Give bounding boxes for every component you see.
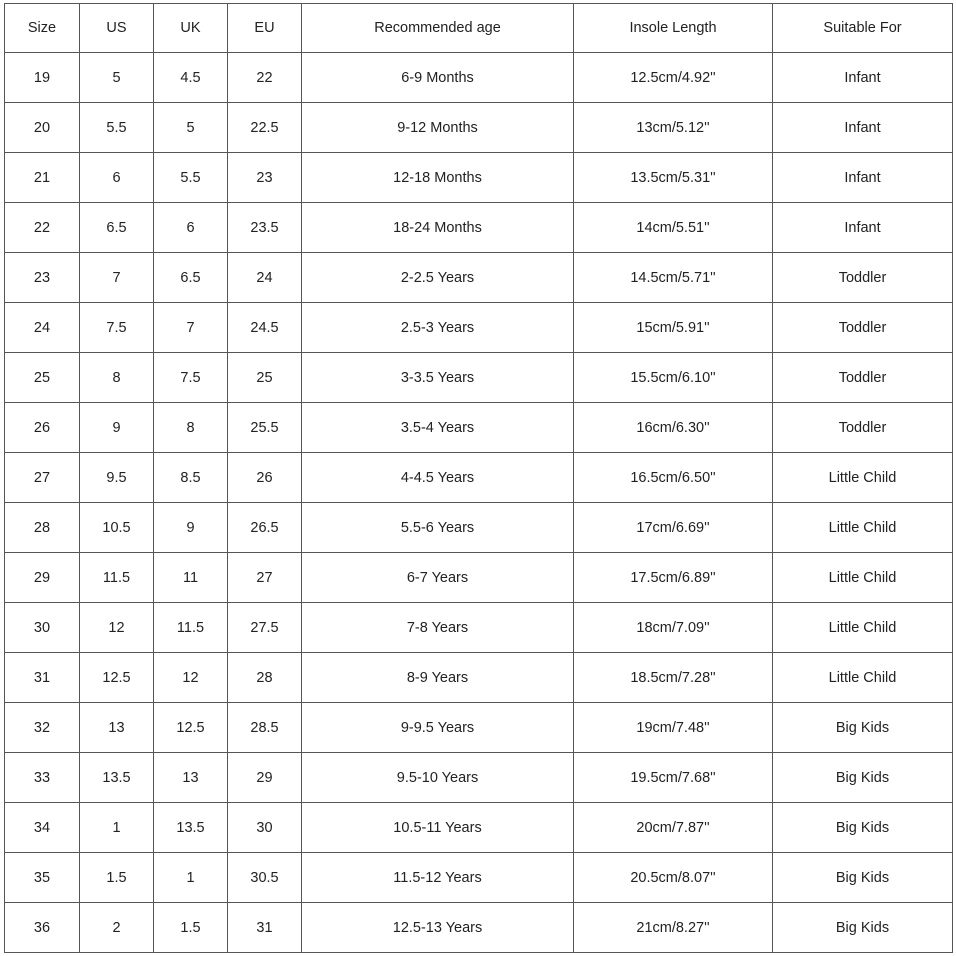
cell-size: 21 [5, 153, 80, 203]
cell-size: 24 [5, 303, 80, 353]
cell-recommended-age: 12-18 Months [302, 153, 574, 203]
cell-us: 9 [80, 403, 154, 453]
cell-size: 31 [5, 653, 80, 703]
header-row [5, 4, 953, 53]
cell-eu: 26.5 [228, 503, 302, 553]
table-row [5, 103, 953, 153]
cell-eu: 22.5 [228, 103, 302, 153]
cell-eu: 28 [228, 653, 302, 703]
cell-recommended-age: 10.5-11 Years [302, 803, 574, 853]
cell-us: 12.5 [80, 653, 154, 703]
table-row [5, 153, 953, 203]
cell-suitable-for: Big Kids [773, 703, 953, 753]
cell-us: 7.5 [80, 303, 154, 353]
cell-size: 33 [5, 753, 80, 803]
cell-suitable-for: Infant [773, 103, 953, 153]
cell-recommended-age: 6-7 Years [302, 553, 574, 603]
cell-eu: 31 [228, 903, 302, 953]
cell-uk: 8 [154, 403, 228, 453]
cell-suitable-for: Toddler [773, 353, 953, 403]
cell-eu: 24.5 [228, 303, 302, 353]
cell-suitable-for: Infant [773, 203, 953, 253]
cell-size: 35 [5, 853, 80, 903]
cell-eu: 22 [228, 53, 302, 103]
cell-eu: 27.5 [228, 603, 302, 653]
cell-eu: 27 [228, 553, 302, 603]
cell-suitable-for: Big Kids [773, 753, 953, 803]
cell-us: 13 [80, 703, 154, 753]
cell-suitable-for: Toddler [773, 403, 953, 453]
table-row [5, 803, 953, 853]
cell-recommended-age: 6-9 Months [302, 53, 574, 103]
cell-recommended-age: 9-9.5 Years [302, 703, 574, 753]
cell-us: 10.5 [80, 503, 154, 553]
cell-suitable-for: Infant [773, 153, 953, 203]
cell-recommended-age: 9.5-10 Years [302, 753, 574, 803]
cell-recommended-age: 7-8 Years [302, 603, 574, 653]
cell-insole-length: 15cm/5.91'' [574, 303, 773, 353]
cell-us: 2 [80, 903, 154, 953]
table-row [5, 703, 953, 753]
header-recommended-age: Recommended age [302, 4, 574, 53]
cell-eu: 28.5 [228, 703, 302, 753]
table-row [5, 403, 953, 453]
cell-insole-length: 18.5cm/7.28'' [574, 653, 773, 703]
cell-suitable-for: Infant [773, 53, 953, 103]
cell-us: 8 [80, 353, 154, 403]
cell-suitable-for: Big Kids [773, 853, 953, 903]
cell-us: 9.5 [80, 453, 154, 503]
cell-eu: 23.5 [228, 203, 302, 253]
cell-uk: 4.5 [154, 53, 228, 103]
cell-uk: 12.5 [154, 703, 228, 753]
cell-eu: 23 [228, 153, 302, 203]
header-size: Size [5, 4, 80, 53]
cell-insole-length: 12.5cm/4.92'' [574, 53, 773, 103]
cell-recommended-age: 5.5-6 Years [302, 503, 574, 553]
cell-recommended-age: 4-4.5 Years [302, 453, 574, 503]
header-uk: UK [154, 4, 228, 53]
cell-uk: 8.5 [154, 453, 228, 503]
cell-recommended-age: 2.5-3 Years [302, 303, 574, 353]
cell-eu: 26 [228, 453, 302, 503]
cell-size: 27 [5, 453, 80, 503]
header-suitable-for: Suitable For [773, 4, 953, 53]
cell-uk: 13 [154, 753, 228, 803]
cell-insole-length: 16.5cm/6.50'' [574, 453, 773, 503]
cell-recommended-age: 3.5-4 Years [302, 403, 574, 453]
cell-size: 23 [5, 253, 80, 303]
cell-uk: 5.5 [154, 153, 228, 203]
table-body [5, 53, 953, 953]
size-chart-table [4, 3, 953, 953]
cell-insole-length: 14cm/5.51'' [574, 203, 773, 253]
cell-eu: 25.5 [228, 403, 302, 453]
cell-insole-length: 18cm/7.09'' [574, 603, 773, 653]
cell-recommended-age: 8-9 Years [302, 653, 574, 703]
cell-suitable-for: Toddler [773, 303, 953, 353]
cell-uk: 13.5 [154, 803, 228, 853]
table-row [5, 53, 953, 103]
table-row [5, 503, 953, 553]
cell-size: 30 [5, 603, 80, 653]
cell-us: 1 [80, 803, 154, 853]
cell-size: 32 [5, 703, 80, 753]
cell-us: 11.5 [80, 553, 154, 603]
table-row [5, 453, 953, 503]
table-row [5, 203, 953, 253]
table-row [5, 753, 953, 803]
cell-eu: 24 [228, 253, 302, 303]
table-row [5, 853, 953, 903]
cell-eu: 30 [228, 803, 302, 853]
table-row [5, 653, 953, 703]
cell-uk: 7 [154, 303, 228, 353]
header-eu: EU [228, 4, 302, 53]
cell-insole-length: 20.5cm/8.07'' [574, 853, 773, 903]
cell-suitable-for: Little Child [773, 553, 953, 603]
cell-recommended-age: 9-12 Months [302, 103, 574, 153]
cell-insole-length: 13cm/5.12'' [574, 103, 773, 153]
cell-suitable-for: Little Child [773, 503, 953, 553]
cell-us: 6.5 [80, 203, 154, 253]
cell-us: 5 [80, 53, 154, 103]
cell-size: 29 [5, 553, 80, 603]
cell-uk: 6 [154, 203, 228, 253]
table-row [5, 353, 953, 403]
cell-uk: 11 [154, 553, 228, 603]
cell-insole-length: 16cm/6.30'' [574, 403, 773, 453]
cell-us: 1.5 [80, 853, 154, 903]
cell-size: 26 [5, 403, 80, 453]
cell-size: 36 [5, 903, 80, 953]
cell-suitable-for: Big Kids [773, 903, 953, 953]
cell-insole-length: 15.5cm/6.10'' [574, 353, 773, 403]
table-row [5, 253, 953, 303]
header-us: US [80, 4, 154, 53]
cell-insole-length: 14.5cm/5.71'' [574, 253, 773, 303]
header-insole-length: Insole Length [574, 4, 773, 53]
cell-uk: 5 [154, 103, 228, 153]
cell-suitable-for: Little Child [773, 653, 953, 703]
cell-recommended-age: 18-24 Months [302, 203, 574, 253]
table-row [5, 553, 953, 603]
cell-recommended-age: 3-3.5 Years [302, 353, 574, 403]
cell-uk: 7.5 [154, 353, 228, 403]
cell-suitable-for: Toddler [773, 253, 953, 303]
cell-suitable-for: Little Child [773, 453, 953, 503]
cell-size: 19 [5, 53, 80, 103]
cell-insole-length: 13.5cm/5.31'' [574, 153, 773, 203]
cell-insole-length: 20cm/7.87'' [574, 803, 773, 853]
cell-size: 28 [5, 503, 80, 553]
cell-suitable-for: Big Kids [773, 803, 953, 853]
cell-uk: 1.5 [154, 903, 228, 953]
cell-insole-length: 17cm/6.69'' [574, 503, 773, 553]
cell-uk: 9 [154, 503, 228, 553]
cell-us: 12 [80, 603, 154, 653]
cell-eu: 30.5 [228, 853, 302, 903]
cell-us: 6 [80, 153, 154, 203]
cell-uk: 1 [154, 853, 228, 903]
cell-size: 34 [5, 803, 80, 853]
cell-eu: 29 [228, 753, 302, 803]
cell-size: 25 [5, 353, 80, 403]
cell-eu: 25 [228, 353, 302, 403]
cell-recommended-age: 11.5-12 Years [302, 853, 574, 903]
cell-insole-length: 19cm/7.48'' [574, 703, 773, 753]
cell-insole-length: 19.5cm/7.68'' [574, 753, 773, 803]
cell-recommended-age: 2-2.5 Years [302, 253, 574, 303]
table-row [5, 603, 953, 653]
cell-us: 7 [80, 253, 154, 303]
table-row [5, 303, 953, 353]
cell-insole-length: 21cm/8.27'' [574, 903, 773, 953]
cell-suitable-for: Little Child [773, 603, 953, 653]
cell-size: 20 [5, 103, 80, 153]
cell-us: 5.5 [80, 103, 154, 153]
table-row [5, 903, 953, 953]
cell-uk: 11.5 [154, 603, 228, 653]
cell-uk: 12 [154, 653, 228, 703]
cell-recommended-age: 12.5-13 Years [302, 903, 574, 953]
cell-insole-length: 17.5cm/6.89'' [574, 553, 773, 603]
cell-size: 22 [5, 203, 80, 253]
cell-us: 13.5 [80, 753, 154, 803]
cell-uk: 6.5 [154, 253, 228, 303]
